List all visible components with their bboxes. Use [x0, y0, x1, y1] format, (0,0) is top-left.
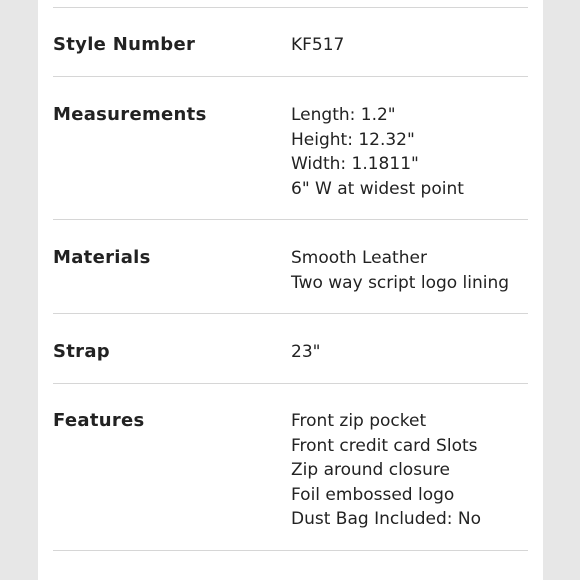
spec-label-strap: Strap: [53, 341, 110, 362]
spec-value: Two way script logo lining: [291, 272, 510, 293]
divider: [53, 313, 528, 314]
spec-values-strap: [291, 340, 320, 365]
spec-label-style-number: Style Number: [53, 34, 196, 55]
spec-value: Dust Bag Included: No: [291, 509, 481, 529]
product-details-card: [38, 0, 543, 580]
spec-value: 6" W at widest point: [291, 178, 464, 199]
divider: [53, 76, 528, 77]
divider: [53, 7, 528, 8]
spec-value: Smooth Leather: [291, 248, 427, 268]
spec-value: KF517: [291, 35, 345, 55]
spec-value: Front zip pocket: [291, 411, 427, 431]
spec-value: Length: 1.2": [291, 105, 396, 125]
spec-value: Zip around closure: [291, 460, 450, 480]
divider: [53, 550, 528, 551]
divider: [53, 219, 528, 220]
spec-value: Foil embossed logo: [291, 484, 455, 505]
spec-value: Height: 12.32": [291, 129, 415, 150]
spec-label-measurements: Measurements: [53, 104, 207, 125]
spec-label-materials: Materials: [53, 247, 151, 268]
spec-values-features: [291, 409, 481, 532]
spec-values-materials: [291, 246, 509, 295]
spec-values-measurements: [291, 103, 464, 201]
spec-value: Front credit card Slots: [291, 435, 478, 456]
spec-values-style-number: [291, 33, 344, 58]
divider: [53, 383, 528, 384]
spec-label-features: Features: [53, 410, 145, 431]
spec-value: 23": [291, 342, 321, 362]
spec-value: Width: 1.1811": [291, 154, 419, 174]
